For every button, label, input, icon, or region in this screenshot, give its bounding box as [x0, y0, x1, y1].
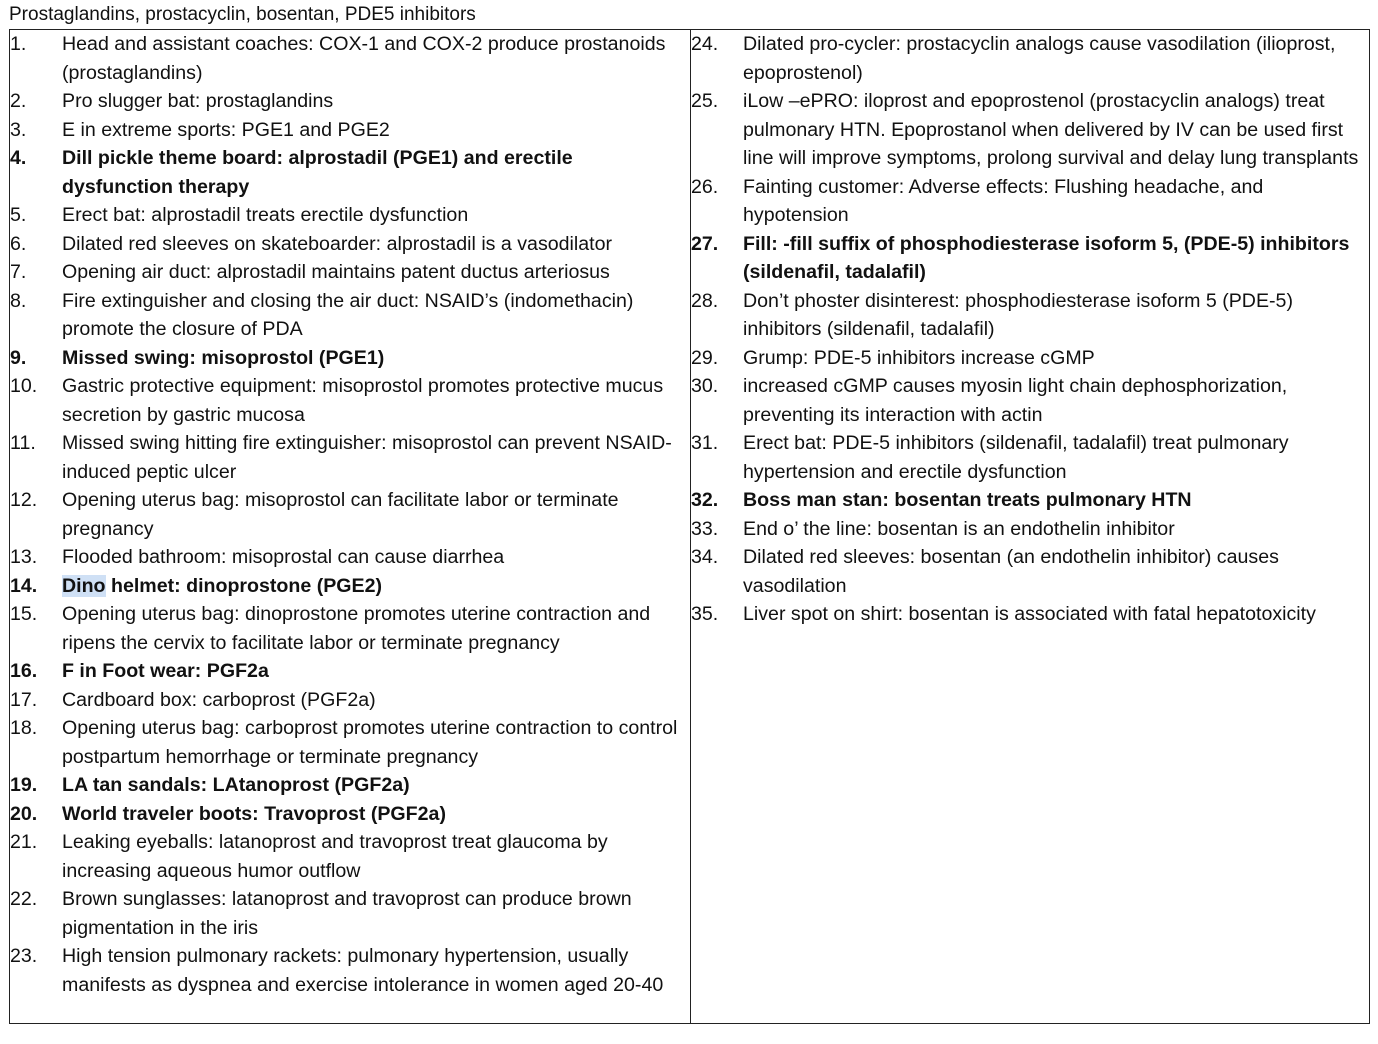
list-item [691, 87, 1369, 173]
item-number: 18. [10, 717, 38, 739]
list-item [10, 942, 690, 999]
list-item [691, 600, 1369, 629]
item-number: 23. [10, 945, 38, 967]
item-text: Leaking eyeballs: latanoprost and travoprost treat glaucoma by increasing aqueous humor outflow [62, 831, 608, 882]
item-number: 16. [10, 660, 38, 682]
item-number: 27. [691, 232, 719, 255]
list-item [691, 344, 1369, 373]
list-item [691, 429, 1369, 486]
item-number: 5. [10, 204, 27, 226]
item-text: Opening air duct: alprostadil maintains patent ductus arteriosus [62, 261, 610, 283]
item-number: 4. [10, 147, 27, 169]
list-item [10, 230, 690, 259]
item-number: 22. [10, 888, 38, 910]
list-item [691, 30, 1369, 87]
item-text: Boss man stan: bosentan treats pulmonary HTN [743, 489, 1192, 511]
item-text: Fire extinguisher and closing the air duct: NSAID’s (indomethacin) promote the closure of PDA [62, 289, 634, 340]
list-item [10, 600, 690, 657]
list-item [10, 87, 690, 116]
list-item [10, 429, 690, 486]
item-number: 29. [691, 346, 719, 369]
item-text: Opening uterus bag: dinoprostone promotes uterine contraction and ripens the cervix to facilitate labor or terminate pregnancy [62, 603, 651, 654]
list-item [10, 201, 690, 230]
list-item [10, 800, 690, 829]
item-number: 3. [10, 118, 27, 141]
left-column [10, 30, 691, 1023]
item-text: LA tan sandals: LAtanoprost (PGF2a) [62, 774, 410, 796]
item-number: 19. [10, 774, 38, 796]
item-number: 10. [10, 375, 38, 397]
item-text: End o’ the line: bosentan is an endothelin inhibitor [743, 517, 1175, 540]
list-item [691, 287, 1369, 344]
list-item [10, 657, 690, 686]
item-text: Don’t phoster disinterest: phosphodiesterase isoform 5 (PDE-5) inhibitors (sildenafil, tadalafil) [743, 289, 1293, 340]
item-number: 26. [691, 175, 719, 198]
item-text: Dilated red sleeves: bosentan (an endothelin inhibitor) causes vasodilation [743, 546, 1279, 597]
item-text: F in Foot wear: PGF2a [62, 660, 269, 682]
list-item [10, 344, 690, 373]
item-text: Dilated pro-cycler: prostacyclin analogs cause vasodilation (ilioprost, epoprostenol) [743, 33, 1336, 84]
list-item [691, 372, 1369, 429]
item-number: 12. [10, 489, 38, 511]
list-item [10, 771, 690, 800]
item-text: Opening uterus bag: carboprost promotes uterine contraction to control postpartum hemorrhage or terminate pregnancy [62, 717, 678, 768]
item-number: 28. [691, 289, 719, 312]
item-number: 17. [10, 688, 38, 711]
item-text: Gastric protective equipment: misoprostol promotes protective mucus secretion by gastric mucosa [62, 375, 664, 426]
right-column [691, 30, 1369, 1023]
item-text: Erect bat: PDE-5 inhibitors (sildenafil, tadalafil) treat pulmonary hypertension and erectile dysfunction [743, 432, 1289, 483]
item-number: 15. [10, 603, 38, 625]
item-number: 32. [691, 489, 719, 511]
item-text: increased cGMP causes myosin light chain dephosphorization, preventing its interaction with actin [743, 375, 1288, 426]
item-text: Erect bat: alprostadil treats erectile dysfunction [62, 204, 469, 226]
item-number: 8. [10, 289, 27, 312]
item-number: 14. [10, 574, 38, 597]
item-number: 2. [10, 90, 27, 112]
item-number: 35. [691, 603, 719, 625]
list-item [10, 828, 690, 885]
item-number: 30. [691, 375, 719, 397]
item-text: Opening uterus bag: misoprostol can facilitate labor or terminate pregnancy [62, 489, 619, 540]
item-text-rest: helmet: dinoprostone (PGE2) [105, 574, 383, 597]
item-number: 9. [10, 346, 27, 369]
item-number: 13. [10, 546, 38, 568]
item-number: 24. [691, 33, 719, 55]
list-item [10, 543, 690, 572]
selected-text-highlight: Dino [62, 574, 106, 597]
list-item [10, 144, 690, 201]
list-item [10, 30, 690, 87]
mnemonic-table [9, 29, 1370, 1024]
list-item [10, 885, 690, 942]
list-item [10, 116, 690, 145]
item-number: 7. [10, 261, 27, 283]
item-text: Head and assistant coaches: COX-1 and COX-2 produce prostanoids (prostaglandins) [62, 33, 666, 84]
item-text: Brown sunglasses: latanoprost and travoprost can produce brown pigmentation in the iris [62, 888, 632, 939]
document-title: Prostaglandins, prostacyclin, bosentan, PDE5 inhibitors [9, 4, 476, 25]
item-number: 1. [10, 33, 27, 55]
item-text: Fill: -fill suffix of phosphodiesterase isoform 5, (PDE-5) inhibitors (sildenafil, tadalafil) [743, 232, 1350, 283]
item-number: 25. [691, 90, 719, 112]
list-item [691, 486, 1369, 515]
item-text: Missed swing: misoprostol (PGE1) [62, 346, 385, 369]
item-text [62, 572, 690, 601]
item-number: 11. [10, 432, 36, 454]
item-text: E in extreme sports: PGE1 and PGE2 [62, 118, 390, 141]
item-text: World traveler boots: Travoprost (PGF2a) [62, 802, 446, 825]
list-item [691, 543, 1369, 600]
list-item [10, 714, 690, 771]
item-number: 20. [10, 802, 38, 825]
item-text: iLow –ePRO: iloprost and epoprostenol (prostacyclin analogs) treat pulmonary HTN. Epoprostanol when delivered by IV can be used first line will improve symptoms, prolong survival and delay lung transplants [743, 90, 1359, 169]
list-item [691, 515, 1369, 544]
list-item [691, 230, 1369, 287]
item-number: 34. [691, 546, 719, 568]
list-item [10, 258, 690, 287]
item-text: Fainting customer: Adverse effects: Flushing headache, and hypotension [743, 175, 1264, 226]
list-item [10, 486, 690, 543]
item-text: Missed swing hitting fire extinguisher: misoprostol can prevent NSAID-induced peptic ulcer [62, 432, 672, 483]
list-item [10, 686, 690, 715]
list-item [10, 372, 690, 429]
item-text: Pro slugger bat: prostaglandins [62, 90, 334, 112]
left-numbered-list [10, 30, 690, 999]
list-item [691, 173, 1369, 230]
item-text: Cardboard box: carboprost (PGF2a) [62, 688, 376, 711]
item-text: Liver spot on shirt: bosentan is associated with fatal hepatotoxicity [743, 603, 1316, 625]
item-number: 31. [691, 432, 719, 454]
right-numbered-list [691, 30, 1369, 629]
item-text: Flooded bathroom: misoprostal can cause diarrhea [62, 546, 505, 568]
item-number: 6. [10, 232, 27, 255]
item-number: 33. [691, 517, 719, 540]
list-item [10, 572, 690, 601]
item-text: Dilated red sleeves on skateboarder: alprostadil is a vasodilator [62, 232, 613, 255]
item-number: 21. [10, 831, 38, 853]
item-text: Grump: PDE-5 inhibitors increase cGMP [743, 346, 1095, 369]
list-item [10, 287, 690, 344]
item-text: Dill pickle theme board: alprostadil (PGE1) and erectile dysfunction therapy [62, 147, 573, 198]
item-text: High tension pulmonary rackets: pulmonary hypertension, usually manifests as dyspnea and exercise intolerance in women aged 20-40 [62, 945, 664, 996]
